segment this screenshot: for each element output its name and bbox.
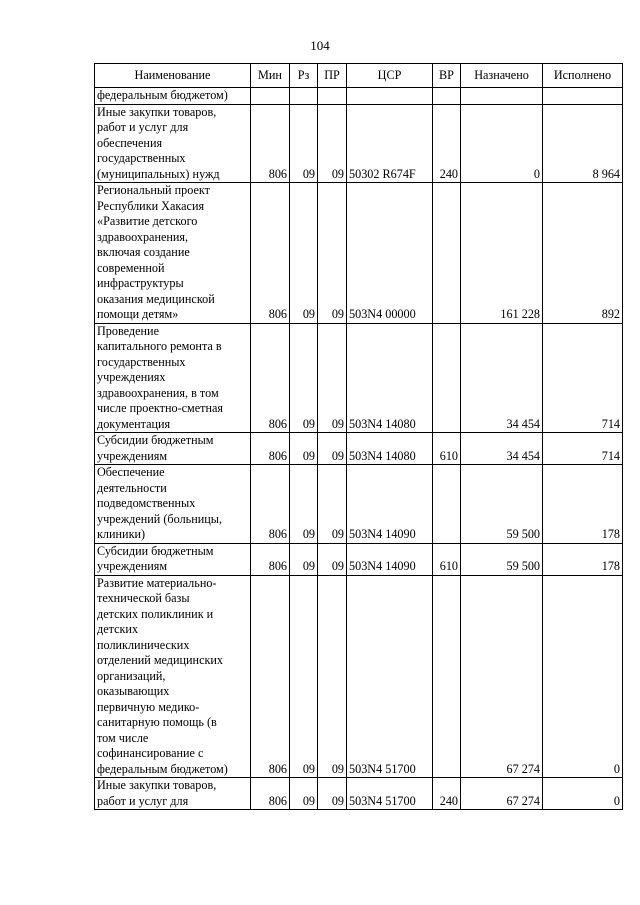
row-pr: 09 xyxy=(318,575,347,778)
row-min: 806 xyxy=(251,778,290,810)
row-rz: 09 xyxy=(290,778,318,810)
row-min: 806 xyxy=(251,465,290,544)
row-name: Иные закупки товаров, работ и услуг для обеспечения государственных (муниципальных) нужд xyxy=(95,104,251,183)
table-row xyxy=(95,543,623,575)
row-csr: 50302 R674F xyxy=(347,104,433,183)
row-assigned xyxy=(461,88,543,105)
row-pr: 09 xyxy=(318,183,347,324)
table-row xyxy=(95,88,623,105)
row-assigned: 161 228 xyxy=(461,183,543,324)
row-pr: 09 xyxy=(318,104,347,183)
row-rz: 09 xyxy=(290,104,318,183)
row-executed: 714 xyxy=(543,433,623,465)
row-executed: 178 xyxy=(543,465,623,544)
budget-table xyxy=(94,63,623,810)
row-rz: 09 xyxy=(290,465,318,544)
row-csr: 503N4 00000 xyxy=(347,183,433,324)
header-pr: ПР xyxy=(318,64,347,88)
table-row xyxy=(95,575,623,778)
table-row xyxy=(95,465,623,544)
row-name: Субсидии бюджетным учреждениям xyxy=(95,543,251,575)
row-min: 806 xyxy=(251,323,290,433)
row-vr: 610 xyxy=(433,543,461,575)
row-assigned: 67 274 xyxy=(461,778,543,810)
row-vr: 240 xyxy=(433,104,461,183)
row-pr: 09 xyxy=(318,543,347,575)
header-rz: Рз xyxy=(290,64,318,88)
row-assigned: 34 454 xyxy=(461,433,543,465)
row-pr: 09 xyxy=(318,465,347,544)
header-assigned: Назначено xyxy=(461,64,543,88)
row-executed: 714 xyxy=(543,323,623,433)
row-rz: 09 xyxy=(290,183,318,324)
row-name: Субсидии бюджетным учреждениям xyxy=(95,433,251,465)
row-vr xyxy=(433,575,461,778)
row-name: Проведение капитального ремонта в государственных учреждениях здравоохранения, в том числе проектно-сметная документация xyxy=(95,323,251,433)
row-pr: 09 xyxy=(318,433,347,465)
row-executed: 892 xyxy=(543,183,623,324)
row-rz xyxy=(290,88,318,105)
row-name: Обеспечение деятельности подведомственных учреждений (больницы, клиники) xyxy=(95,465,251,544)
row-vr xyxy=(433,88,461,105)
row-name: Иные закупки товаров, работ и услуг для xyxy=(95,778,251,810)
row-csr: 503N4 14080 xyxy=(347,323,433,433)
header-executed: Исполнено xyxy=(543,64,623,88)
row-assigned: 0 xyxy=(461,104,543,183)
row-min: 806 xyxy=(251,543,290,575)
row-vr xyxy=(433,323,461,433)
table-row xyxy=(95,183,623,324)
header-vr: ВР xyxy=(433,64,461,88)
table-row xyxy=(95,104,623,183)
row-vr: 240 xyxy=(433,778,461,810)
row-vr xyxy=(433,465,461,544)
row-assigned: 34 454 xyxy=(461,323,543,433)
header-csr: ЦСР xyxy=(347,64,433,88)
row-executed: 0 xyxy=(543,778,623,810)
row-vr xyxy=(433,183,461,324)
table-row xyxy=(95,433,623,465)
row-csr: 503N4 14090 xyxy=(347,465,433,544)
row-min: 806 xyxy=(251,104,290,183)
table-row xyxy=(95,778,623,810)
table-header-row xyxy=(95,64,623,88)
row-min: 806 xyxy=(251,575,290,778)
row-executed: 8 964 xyxy=(543,104,623,183)
row-assigned: 67 274 xyxy=(461,575,543,778)
row-name: Региональный проект Республики Хакасия «Развитие детского здравоохранения, включая создание современной инфраструктуры оказания медицинской помощи детям» xyxy=(95,183,251,324)
row-executed xyxy=(543,88,623,105)
row-assigned: 59 500 xyxy=(461,465,543,544)
row-pr: 09 xyxy=(318,323,347,433)
header-name: Наименование xyxy=(95,64,251,88)
row-min xyxy=(251,88,290,105)
row-csr: 503N4 51700 xyxy=(347,575,433,778)
row-csr: 503N4 51700 xyxy=(347,778,433,810)
row-pr: 09 xyxy=(318,778,347,810)
row-executed: 0 xyxy=(543,575,623,778)
row-csr: 503N4 14090 xyxy=(347,543,433,575)
row-assigned: 59 500 xyxy=(461,543,543,575)
row-name: Развитие материально- технической базы детских поликлиник и детских поликлинических отделений медицинских организаций, оказывающих первичную медико- санитарную помощь (в том числе софинансирование с федеральным бюджетом) xyxy=(95,575,251,778)
row-csr xyxy=(347,88,433,105)
row-executed: 178 xyxy=(543,543,623,575)
row-rz: 09 xyxy=(290,543,318,575)
row-min: 806 xyxy=(251,183,290,324)
row-csr: 503N4 14080 xyxy=(347,433,433,465)
row-rz: 09 xyxy=(290,323,318,433)
row-pr xyxy=(318,88,347,105)
row-rz: 09 xyxy=(290,575,318,778)
row-vr: 610 xyxy=(433,433,461,465)
header-min: Мин xyxy=(251,64,290,88)
table-row xyxy=(95,323,623,433)
page-number: 104 xyxy=(310,38,330,53)
row-min: 806 xyxy=(251,433,290,465)
row-name: федеральным бюджетом) xyxy=(95,88,251,105)
row-rz: 09 xyxy=(290,433,318,465)
